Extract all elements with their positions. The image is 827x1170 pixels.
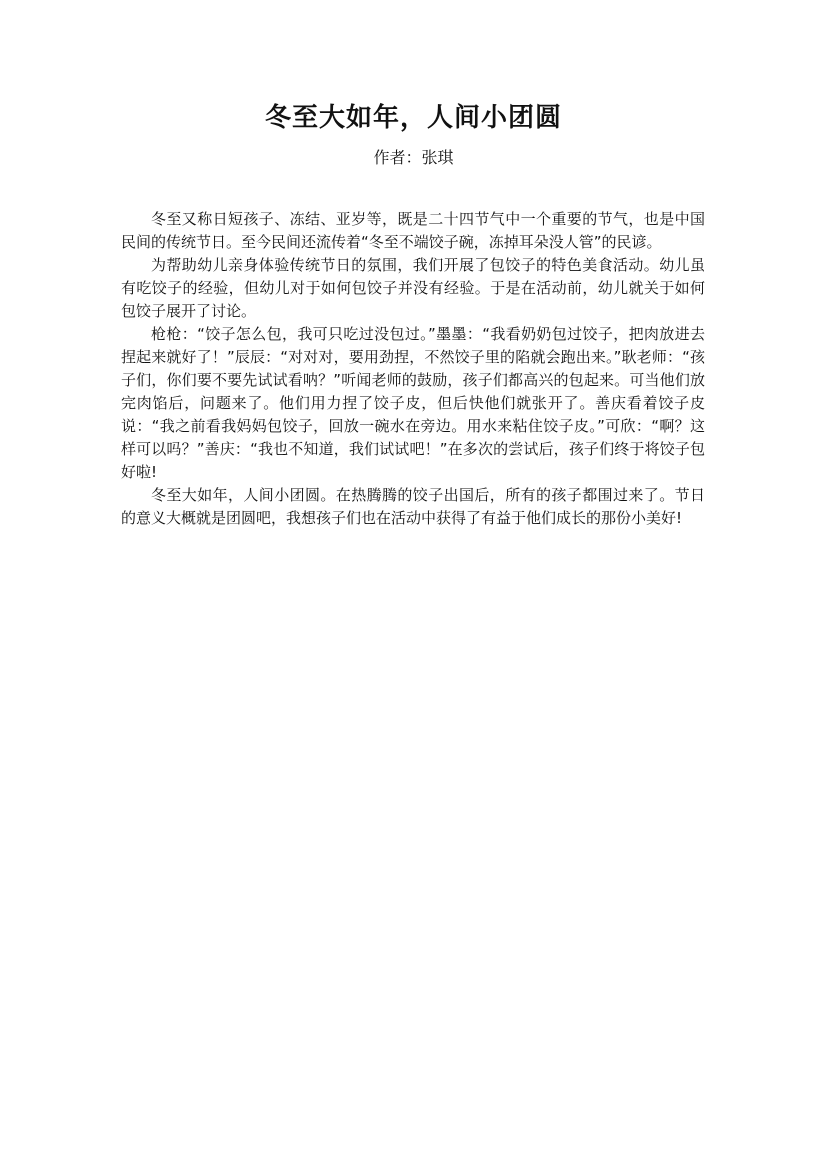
document-title: 冬至大如年，人间小团圆 bbox=[264, 103, 562, 133]
paragraph-3: 枪枪：“饺子怎么包，我可只吃过没包过。”墨墨：“我看奶奶包过饺子，把肉放进去捏起来就好了！”辰辰：“对对对，要用劲捏，不然饺子里的陷就会跑出来。”耿老师：“孩子们，你们要不要先试试看呐？”听闻老师的鼓励，孩子们都高兴的包起来。可当他们放完肉馅后，问题来了。他们用力捏了饺子皮，但后快他们就张开了。善庆看着饺子皮说：“我之前看我妈妈包饺子，回放一碗水在旁边。用水来粘住饺子皮。”可欣：“啊？这样可以吗？”善庆：“我也不知道，我们试试吧！”在多次的尝试后，孩子们终于将饺子包好啦! bbox=[121, 325, 705, 481]
paragraph-4: 冬至大如年，人间小团圆。在热腾腾的饺子出国后，所有的孩子都围过来了。节日的意义大概就是团圆吧，我想孩子们也在活动中获得了有益于他们成长的那份小美好! bbox=[121, 486, 705, 527]
paragraph-1: 冬至又称日短孩子、冻结、亚岁等，既是二十四节气中一个重要的节气，也是中国民间的传统节日。至今民间还流传着“冬至不端饺子碗，冻掉耳朵没人管”的民谚。 bbox=[121, 210, 705, 251]
paragraph-2: 为帮助幼儿亲身体验传统节日的氛围，我们开展了包饺子的特色美食活动。幼儿虽有吃饺子的经验，但幼儿对于如何包饺子并没有经验。于是在活动前，幼儿就关于如何包饺子展开了讨论。 bbox=[121, 256, 705, 320]
article-body bbox=[121, 208, 705, 530]
author-line: 作者：张琪 bbox=[373, 148, 454, 167]
